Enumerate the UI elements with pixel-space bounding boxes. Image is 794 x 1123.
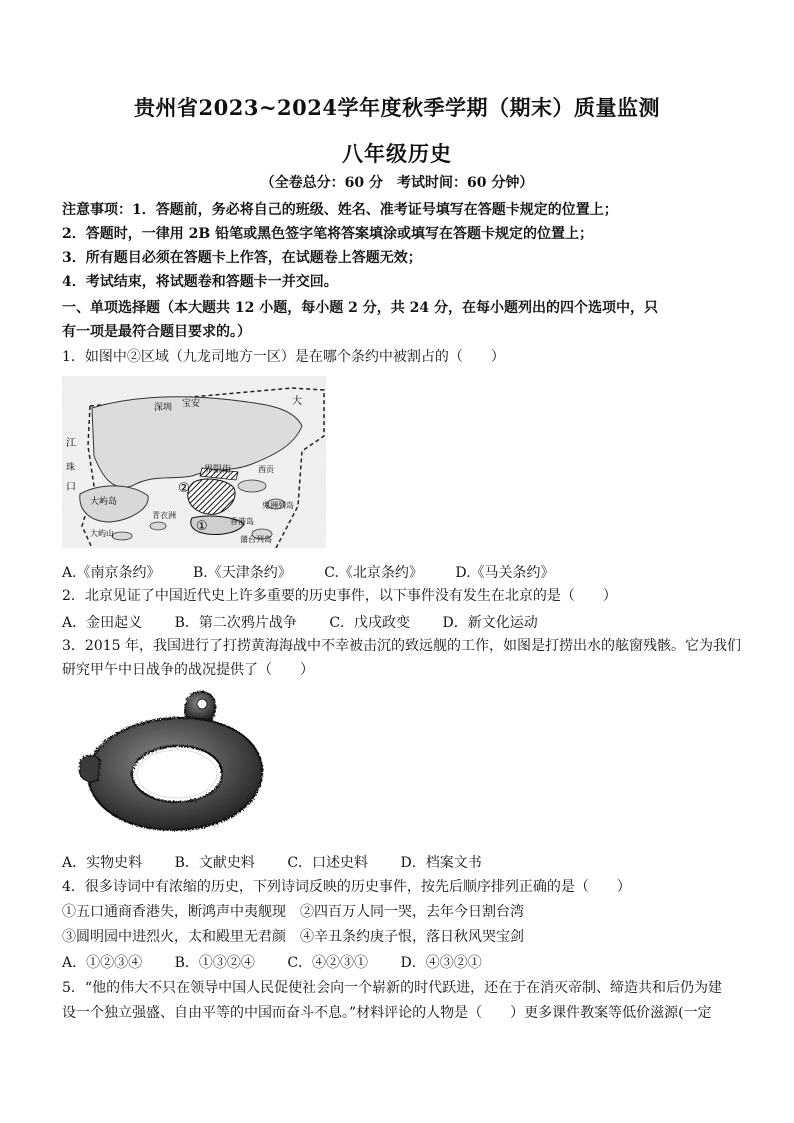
label-zhu: 珠 <box>66 463 76 473</box>
label-shenzhen: 深圳 <box>154 403 173 413</box>
exam-title: 贵州省2023~2024学年度秋季学期（期末）质量监测 <box>134 95 660 120</box>
q3-stem-line-2: 研究甲午中日战争的战况提供了（ ） <box>62 662 314 678</box>
q2-option-c[interactable]: C．戊戌政变 <box>329 615 411 631</box>
q4-option-a[interactable]: A．①②③④ <box>62 955 143 971</box>
note-line-3: 3．所有题目必须在答题卡上作答，在试题卷上答题无效； <box>62 250 422 266</box>
label-sai-kung: 西贡 <box>258 465 274 474</box>
q2-options <box>62 612 566 632</box>
label-area-2: ② <box>178 481 190 496</box>
note-line-1: 注意事项：1．答题前，务必将自己的班级、姓名、准考证号填写在答题卡规定的位置上； <box>62 202 618 218</box>
q4-option-c[interactable]: C．④②③① <box>287 955 369 971</box>
exam-subject: 八年级历史 <box>342 141 452 166</box>
q3-option-c[interactable]: C．口述史料 <box>287 855 369 871</box>
q3-option-d[interactable]: D．档案文书 <box>400 855 482 871</box>
section-heading-line-2: 有一项是最符合题目要求的。） <box>62 324 251 340</box>
label-lantau: 大屿岛 <box>90 497 118 507</box>
q3-option-a[interactable]: A．实物史料 <box>62 855 143 871</box>
porthole-relic-image <box>76 688 272 838</box>
map-svg <box>62 376 326 548</box>
q3-option-b[interactable]: B．文献史料 <box>174 855 255 871</box>
q4-poem-line-2: ③圆明园中进烈火，太和殿里无君颜 ④辛丑条约庚子恨，落日秋风哭宝剑 <box>62 929 524 945</box>
q4-poem-line-1: ①五口通商香港失，断鸿声中夷舰现 ②四百万人同一哭，去年今日割台湾 <box>62 904 524 920</box>
q2-option-b[interactable]: B．第二次鸦片战争 <box>174 615 297 631</box>
exam-info: （全卷总分：60 分 考试时间：60 分钟） <box>260 175 534 191</box>
q4-option-b[interactable]: B．①③②④ <box>174 955 255 971</box>
q1-options <box>62 562 583 582</box>
note-line-4: 4．考试结束，将试题卷和答题卡一并交回。 <box>62 274 338 290</box>
q1-option-a[interactable]: A.《南京条约》 <box>62 565 161 581</box>
q1-option-c[interactable]: C.《北京条约》 <box>324 565 423 581</box>
note-line-2: 2．答题时，一律用 2B 铅笔或黑色签字笔将答案填涂或填写在答题卡规定的位置上； <box>62 226 594 242</box>
q4-options <box>62 952 510 972</box>
label-gui-ao: 鬼洲列岛 <box>262 501 294 510</box>
label-area-1: ① <box>196 519 208 534</box>
label-jiang: 江 <box>66 438 76 449</box>
q2-stem: 2．北京见证了中国近代史上许多重要的历史事件，以下事件没有发生在北京的是（ ） <box>62 588 617 604</box>
q4-stem: 4．很多诗词中有浓缩的历史，下列诗词反映的历史事件，按先后顺序排列正确的是（ ） <box>62 879 631 895</box>
q4-option-d[interactable]: D．④③②① <box>400 955 482 971</box>
label-baoan: 宝安 <box>182 399 201 409</box>
label-kou: 口 <box>66 482 76 493</box>
q5-stem-line-2: 设一个独立强盛、自由平等的中国而奋斗不息。”材料评论的人物是（ ）更多课件教案等低价滋源(一定 <box>62 1005 712 1021</box>
q1-option-d[interactable]: D.《马关条约》 <box>455 565 555 581</box>
label-boundary-street: 界限街 <box>204 465 232 475</box>
label-da-ao: 大屿山 <box>90 529 114 538</box>
label-hk-island: 香港岛 <box>230 517 254 526</box>
q2-option-d[interactable]: D．新文化运动 <box>442 615 538 631</box>
section-heading-line-1: 一、单项选择题（本大题共 12 小题，每小题 2 分，共 24 分，在每小题列出的四个选项中，只 <box>62 300 658 316</box>
label-da: 大 <box>292 396 302 407</box>
label-tsing-yi: 青衣洲 <box>152 511 176 520</box>
q1-option-b[interactable]: B.《天津条约》 <box>193 565 292 581</box>
hong-kong-map <box>62 376 326 548</box>
q1-stem: 1．如图中②区域（九龙司地方一区）是在哪个条约中被割占的（ ） <box>62 349 505 365</box>
label-po-toi: 蒲台列岛 <box>240 535 272 544</box>
q3-options <box>62 852 510 872</box>
relic-ring <box>88 718 262 830</box>
q2-option-a[interactable]: A．金田起义 <box>62 615 143 631</box>
q3-stem-line-1: 3．2015 年，我国进行了打捞黄海海战中不幸被击沉的致远舰的工作，如图是打捞出水的舷窗残骸。它为我们 <box>62 638 741 654</box>
q5-stem-line-1: 5．“他的伟大不只在领导中国人民促使社会向一个崭新的时代跃进，还在于在消灭帝制、缔造共和后仍为建 <box>62 980 723 996</box>
